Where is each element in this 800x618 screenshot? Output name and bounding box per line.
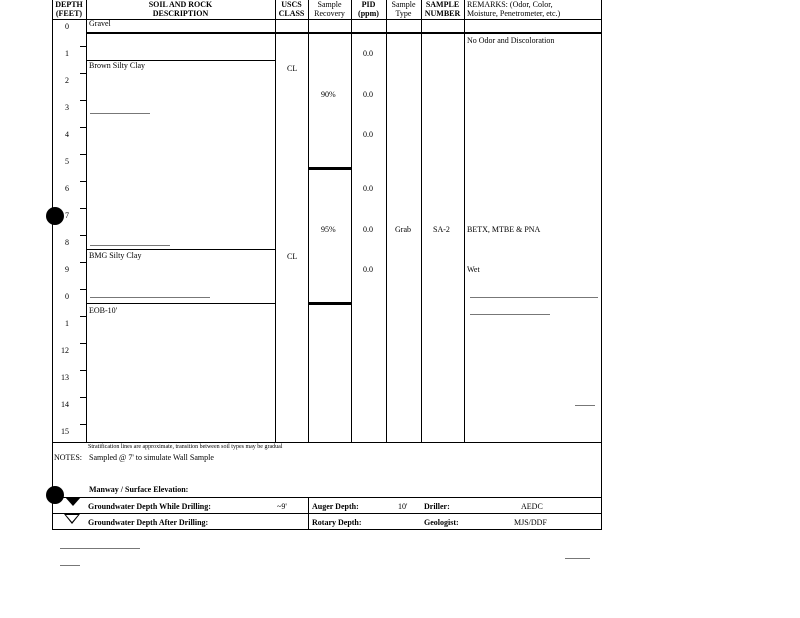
disclaimer-note: Stratification lines are approximate, transition between soil types may be gradual — [88, 444, 283, 450]
pid-reading: 0.0 — [363, 90, 373, 99]
header-description: SOIL AND ROCK DESCRIPTION — [148, 0, 213, 18]
depth-tick-label: 3 — [65, 103, 69, 112]
pid-reading: 0.0 — [363, 225, 373, 234]
depth-tick-label: 2 — [65, 76, 69, 85]
depth-tick-label: 8 — [65, 238, 69, 247]
groundwater-while-icon — [65, 497, 81, 506]
depth-tick-label: 0 — [65, 292, 69, 301]
depth-tick-label: 4 — [65, 130, 69, 139]
header-depth: DEPTH (FEET) — [55, 0, 83, 18]
rotary-depth-label: Rotary Depth: — [312, 518, 362, 527]
depth-tick-label: 1 — [65, 49, 69, 58]
uscs-class: CL — [287, 252, 298, 261]
header-uscs: USCS CLASS — [278, 0, 305, 18]
uscs-class: CL — [287, 64, 298, 73]
depth-tick-label: 6 — [65, 184, 69, 193]
depth-tick-label: 5 — [65, 157, 69, 166]
layer-brown-silty-clay: Brown Silty Clay — [89, 61, 146, 70]
geologist-value: MJS/DDF — [514, 518, 547, 527]
header-remarks: REMARKS: (Odor, Color, Moisture, Penetrometer, etc.) — [467, 0, 561, 18]
sample-recovery: 95% — [321, 225, 336, 234]
binder-hole-icon — [46, 486, 64, 504]
notes-text: Sampled @ 7' to simulate Wall Sample — [89, 453, 214, 462]
remark-wet: Wet — [467, 265, 480, 274]
header-pid: PID (ppm) — [358, 0, 379, 18]
sample-recovery: 90% — [321, 90, 336, 99]
sample-type: Grab — [395, 225, 411, 234]
pid-reading: 0.0 — [363, 184, 373, 193]
sample-number: SA-2 — [433, 225, 450, 234]
layer-eob: EOB-10' — [89, 306, 118, 315]
header-recovery: Sample Recovery — [314, 0, 345, 18]
sample-remarks: BETX, MTBE & PNA — [467, 225, 541, 234]
geologist-label: Geologist: — [424, 518, 459, 527]
header-sample-type: Sample Type — [391, 0, 416, 18]
auger-depth-value: 10' — [398, 502, 408, 511]
depth-tick-label: 0 — [65, 22, 69, 31]
depth-tick-label: 9 — [65, 265, 69, 274]
gw-while-drilling-label: Groundwater Depth While Drilling: — [88, 502, 211, 511]
depth-tick-label: 14 — [61, 400, 69, 409]
driller-label: Driller: — [424, 502, 450, 511]
header-sample-number: SAMPLE NUMBER — [424, 0, 461, 18]
pid-reading: 0.0 — [363, 49, 373, 58]
auger-depth-label: Auger Depth: — [312, 502, 359, 511]
depth-tick-label: 1 — [65, 319, 69, 328]
layer-gravel: Gravel — [89, 19, 111, 28]
notes-label: NOTES: — [54, 453, 82, 462]
groundwater-after-icon — [64, 514, 80, 524]
gw-after-drilling-label: Groundwater Depth After Drilling: — [88, 518, 209, 527]
remark-no-odor: No Odor and Discoloration — [467, 36, 555, 45]
layer-bmg-silty-clay: BMG Silty Clay — [89, 251, 142, 260]
depth-tick-label: 7 — [65, 211, 69, 220]
driller-value: AEDC — [521, 502, 543, 511]
gw-while-drilling-value: ~9' — [277, 502, 287, 511]
manway-elevation-label: Manway / Surface Elevation: — [89, 485, 189, 494]
pid-reading: 0.0 — [363, 130, 373, 139]
depth-tick-label: 12 — [61, 346, 69, 355]
pid-reading: 0.0 — [363, 265, 373, 274]
depth-tick-label: 13 — [61, 373, 69, 382]
depth-tick-label: 15 — [61, 427, 69, 436]
